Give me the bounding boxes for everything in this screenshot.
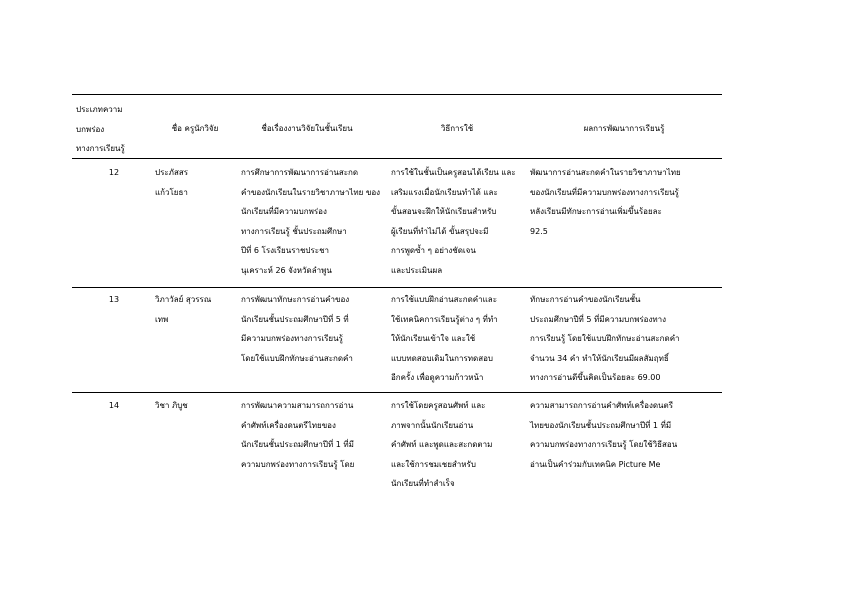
row-divider <box>72 392 722 393</box>
header-method: วิธีการใช้ <box>440 124 474 133</box>
researcher-name: ประภัสสร แก้วโยธา <box>155 168 189 197</box>
research-title: การพัฒนาความสามารถการอ่าน คำศัพท์เครื่องดนตรีไทยของ นักเรียนชั้นประถมศึกษาปีที่ 1 ที่มี ความบกพร่องทางการเรียนรู้ โดย <box>241 401 355 469</box>
method-text: การใช้ในชั้นเป็นครูสอนได้เรียน และ เสริมแรงเมื่อนักเรียนทำได้ และ ขั้นสอนจะฝึกให้นักเรียนสำหรับ ผู้เรียนที่ทำไม่ได้ ขั้นสรุปจะมี การพูดซ้ำ ๆ อย่างชัดเจน และประเมินผล <box>391 168 516 275</box>
researcher-name: วิชา ภิบูช <box>155 401 188 410</box>
result-text: พัฒนาการอ่านสะกดคำในรายวิชาภาษาไทย ของนักเรียนที่มีความบกพร่องทางการเรียนรู้ หลังเรียนมีทักษะการอ่านเพิ่มขึ้นร้อยละ 92.5 <box>530 168 681 236</box>
table-top-rule <box>72 94 722 95</box>
row-number: 14 <box>108 401 120 410</box>
researcher-name: วิภาวัลย์ สุวรรณ เทพ <box>155 295 212 324</box>
header-researcher: ชื่อ ครูนักวิจัย <box>171 124 219 133</box>
result-text: ความสามารถการอ่านคำศัพท์เครื่องดนตรี ไทยของนักเรียนชั้นประถมศึกษาปีที่ 1 ที่มี ความบกพร่องทางการเรียนรู้ โดยใช้วิธีสอน อ่านเป็นคำร่วมกับเทคนิค Picture Me <box>530 401 678 469</box>
row-number: 12 <box>108 168 120 177</box>
research-title: การพัฒนาทักษะการอ่านคำของ นักเรียนชั้นประถมศึกษาปีที่ 5 ที่ มีความบกพร่องทางการเรียนรู้ โดยใช้แบบฝึกทักษะอ่านสะกดคำ <box>241 295 353 363</box>
row-number: 13 <box>108 295 120 304</box>
method-text: การใช้โดยครูสอนศัพท์ และ ภาพจากนั้นนักเรียนอ่าน คำศัพท์ และพูดและสะกดตาม และใช้การชมเชยสำหรับ นักเรียนที่ทำสำเร็จ <box>391 401 493 488</box>
research-title: การศึกษาการพัฒนาการอ่านสะกด คำของนักเรียนในรายวิชาภาษาไทย ของ นักเรียนที่มีความบกพร่อง ทางการเรียนรู้ ชั้นประถมศึกษา ปีที่ 6 โรงเรียนราชประชา นุเคราะห์ 26 จังหวัดลำพูน <box>241 168 381 275</box>
row-divider <box>72 287 722 288</box>
header-disability-type: ประเภทความ บกพร่อง ทางการเรียนรู้ <box>76 105 125 153</box>
header-research-title: ชื่อเรื่องงานวิจัยในชั้นเรียน <box>261 124 353 133</box>
result-text: ทักษะการอ่านคำของนักเรียนชั้น ประถมศึกษาปีที่ 5 ที่มีความบกพร่องทาง การเรียนรู้ โดยใช้แบบฝึกทักษะอ่านสะกดคำ จำนวน 34 คำ ทำให้นักเรียนมีผลสัมฤทธิ์ ทางการอ่านดีขึ้นคิดเป็นร้อยละ 69.00 <box>530 295 680 382</box>
method-text: การใช้แบบฝึกอ่านสะกดคำและ ใช้เทคนิคการเรียนรู้ต่าง ๆ ที่ทำ ให้นักเรียนเข้าใจ และใช้ แบบทดสอบเดิมในการทดสอบ อีกครั้ง เพื่อดูความก้าวหน้า <box>391 295 498 382</box>
header-bottom-rule <box>72 158 722 159</box>
header-result: ผลการพัฒนาการเรียนรู้ <box>583 124 665 133</box>
